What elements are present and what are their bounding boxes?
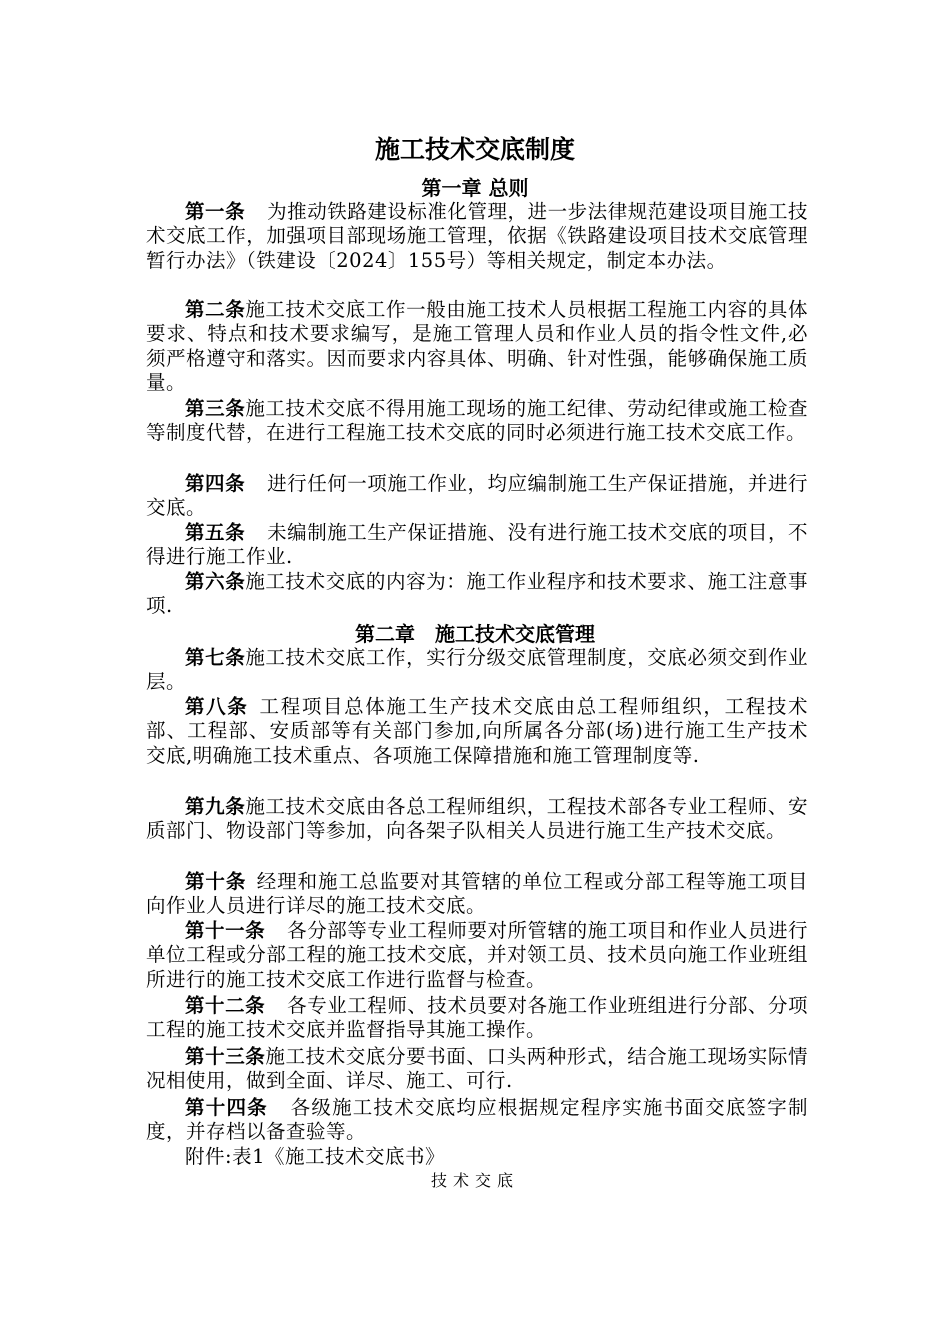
article-8 <box>146 695 808 768</box>
document-title: 施工技术交底制度 <box>374 135 575 164</box>
article-text: 施工技术交底分要书面、口头两种形式，结合施工现场实际情况相使用，做到全面、详尽、施工、可行. <box>146 1045 808 1093</box>
article-text: 施工技术交底的内容为：施工作业程序和技术要求、施工注意事项. <box>146 570 808 618</box>
article-label: 第二条 <box>185 298 246 321</box>
article-5 <box>146 521 808 570</box>
article-text: 各专业工程师、技术员要对各施工作业班组进行分部、分项工程的施工技术交底并监督指导其施工操作。 <box>146 994 808 1042</box>
article-14 <box>146 1096 808 1145</box>
article-label: 第四条 <box>185 472 246 495</box>
chapter-1-heading: 第一章 总则 <box>421 176 529 200</box>
attachment-note: 附件:表1《施工技术交底书》 <box>185 1145 445 1168</box>
article-2 <box>146 298 808 396</box>
article-9 <box>146 795 808 844</box>
article-7 <box>146 646 808 695</box>
article-label: 第六条 <box>185 570 246 593</box>
article-label: 第五条 <box>185 521 246 544</box>
article-text: 为推动铁路建设标准化管理，进一步法律规范建设项目施工技术交底工作，加强项目部现场施工管理，依据《铁路建设项目技术交底管理暂行办法》（铁建设〔2024〕155号）等相关规定，制定本办法。 <box>146 200 808 272</box>
article-label: 第九条 <box>185 795 246 818</box>
article-11 <box>146 919 808 992</box>
article-label: 第十条 <box>185 870 247 893</box>
article-label: 第十三条 <box>185 1045 266 1068</box>
article-10 <box>146 870 808 919</box>
article-text: 经理和施工总监要对其管辖的单位工程或分部工程等施工项目向作业人员进行详尽的施工技术交底。 <box>146 870 808 918</box>
next-page-fragment: 技术交底 <box>430 1171 519 1190</box>
article-label: 第八条 <box>185 695 249 718</box>
article-text: 施工技术交底不得用施工现场的施工纪律、劳动纪律或施工检查等制度代替，在进行工程施工技术交底的同时必须进行施工技术交底工作。 <box>146 397 808 445</box>
article-text: 施工技术交底工作，实行分级交底管理制度，交底必须交到作业层。 <box>146 646 808 694</box>
article-3 <box>146 397 808 446</box>
article-text: 各级施工技术交底均应根据规定程序实施书面交底签字制度，并存档以备查验等。 <box>146 1096 808 1144</box>
article-text: 进行任何一项施工作业，均应编制施工生产保证措施，并进行交底。 <box>146 472 808 520</box>
article-4 <box>146 472 808 521</box>
article-label: 第一条 <box>185 200 246 223</box>
chapter-2-heading: 第二章 施工技术交底管理 <box>355 622 595 646</box>
article-12 <box>146 994 808 1043</box>
article-text: 未编制施工生产保证措施、没有进行施工技术交底的项目，不得进行施工作业. <box>146 521 808 569</box>
article-text: 各分部等专业工程师要对所管辖的施工项目和作业人员进行单位工程或分部工程的施工技术交底，并对领工员、技术员向施工作业班组所进行的施工技术交底工作进行监督与检查。 <box>146 919 808 991</box>
article-label: 第七条 <box>185 646 246 669</box>
article-label: 第十四条 <box>185 1096 268 1119</box>
article-label: 第十一条 <box>185 919 266 942</box>
article-13 <box>146 1045 808 1094</box>
article-label: 第十二条 <box>185 994 266 1017</box>
article-6 <box>146 570 808 619</box>
article-label: 第三条 <box>185 397 246 420</box>
article-text: 工程项目总体施工生产技术交底由总工程师组织，工程技术部、工程部、安质部等有关部门参加,向所属各分部(场)进行施工生产技术交底,明确施工技术重点、各项施工保障措施和施工管理制度等. <box>146 695 808 767</box>
article-text: 施工技术交底工作一般由施工技术人员根据工程施工内容的具体要求、特点和技术要求编写，是施工管理人员和作业人员的指令性文件,必须严格遵守和落实。因而要求内容具体、明确、针对性强，能够确保施工质量。 <box>146 298 808 395</box>
article-text: 施工技术交底由各总工程师组织，工程技术部各专业工程师、安质部门、物设部门等参加，向各架子队相关人员进行施工生产技术交底。 <box>146 795 808 843</box>
article-1 <box>146 200 808 273</box>
